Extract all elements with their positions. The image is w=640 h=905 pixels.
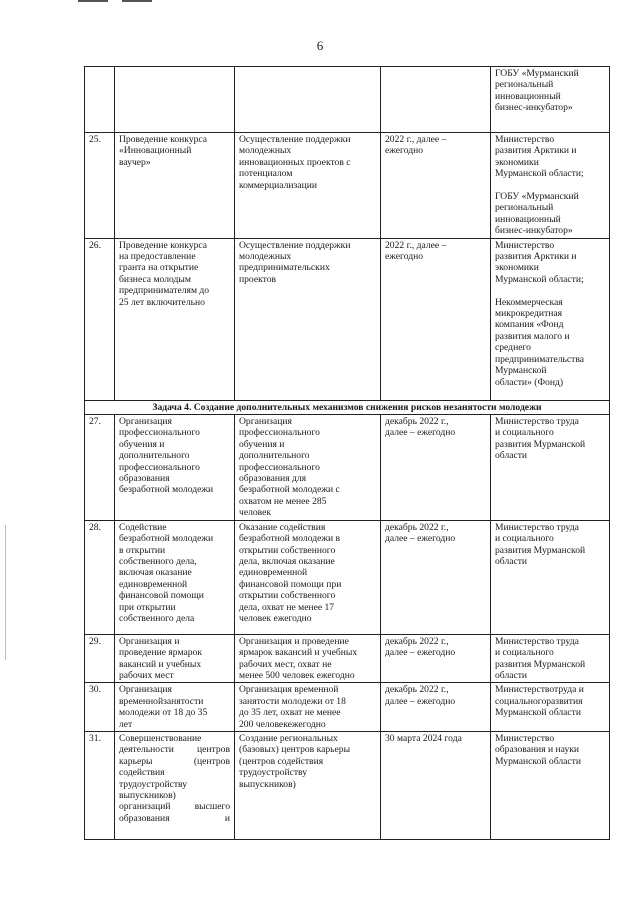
event-text-line xyxy=(119,801,230,812)
cell-deadline xyxy=(381,415,491,521)
cell-content xyxy=(235,731,381,839)
cell-event xyxy=(115,731,235,839)
cell-content xyxy=(235,133,381,239)
content-text-line: охватом не менее 285 xyxy=(239,495,327,507)
responsible-text-line: образования и науки xyxy=(495,744,580,756)
cell-num: 30. xyxy=(85,683,115,732)
content-text-line: образования для xyxy=(239,473,307,485)
responsible-text-line: Мурманской области; xyxy=(495,273,584,285)
cell-content xyxy=(235,634,381,683)
cell-responsible xyxy=(491,67,610,133)
event-text-line: финансовой помощи xyxy=(119,590,204,602)
content-text-line: менее 500 человек ежегодно xyxy=(239,669,355,681)
cell-responsible xyxy=(491,238,610,400)
responsible-text-line: микрокредитная xyxy=(495,308,563,320)
content-text-line: проектов xyxy=(239,273,277,285)
task-4-section xyxy=(85,400,610,414)
content-text-line: ярмарок вакансий и учебных xyxy=(239,647,358,659)
event-text-line xyxy=(119,744,230,755)
cell-content xyxy=(235,520,381,634)
blank-line xyxy=(495,285,605,296)
deadline-text-line: далее – ежегодно xyxy=(385,427,456,439)
responsible-text-line: развития Арктики и xyxy=(495,251,577,263)
responsible-text-line: Министерство xyxy=(495,239,555,251)
responsible-text-line: и социального xyxy=(495,647,554,659)
justified-word: и xyxy=(224,812,230,824)
responsible-text-line: Некоммерческая xyxy=(495,296,563,308)
responsible-text-line: Министерство xyxy=(495,134,555,145)
responsible-text-line: региональный xyxy=(495,79,554,91)
cell-deadline xyxy=(381,67,491,133)
content-text-line: дела, охват не менее 17 xyxy=(239,601,335,613)
cell-event xyxy=(115,415,235,521)
cell-deadline xyxy=(381,634,491,683)
cell-responsible xyxy=(491,520,610,634)
event-text-line: ваучер» xyxy=(119,156,151,168)
table-row xyxy=(85,731,610,839)
responsible-text-line: развития Мурманской xyxy=(495,438,586,450)
event-text-line: предпринимателям до xyxy=(119,285,210,297)
content-text-line: потенциалом xyxy=(239,168,293,180)
deadline-text-line: далее – ежегодно xyxy=(385,695,456,707)
content-text-line: Осуществление поддержки xyxy=(239,134,351,145)
event-text-line: дополнительного xyxy=(119,450,190,462)
content-text-line: человек xyxy=(239,507,272,519)
responsible-text-line: Мурманской области; xyxy=(495,168,584,180)
content-text-line: Оказание содействия xyxy=(239,521,326,533)
responsible-text-line: развития Мурманской xyxy=(495,544,586,556)
event-text-line xyxy=(119,813,230,824)
cell-deadline xyxy=(381,133,491,239)
justified-word: центров xyxy=(197,744,230,756)
content-text-line: профессионального xyxy=(239,427,320,439)
content-text-line: открытии собственного xyxy=(239,590,336,602)
content-text-line: профессионального xyxy=(239,461,320,473)
event-text-line: трудоустройству xyxy=(119,778,188,790)
event-text-line: Проведение конкурса xyxy=(119,239,208,251)
responsible-text-line: ГОБУ «Мурманский xyxy=(495,191,579,203)
event-text-line: вакансий и учебных xyxy=(119,658,202,670)
cell-num: 27. xyxy=(85,415,115,521)
responsible-text-line: Министерство xyxy=(495,732,555,744)
content-text-line: безработной молодежи в xyxy=(239,533,341,545)
cell-num xyxy=(85,67,115,133)
event-text-line: единовременной xyxy=(119,578,188,590)
cell-num: 26. xyxy=(85,238,115,400)
content-text-line: единовременной xyxy=(239,567,308,579)
justified-word: карьеры xyxy=(119,755,153,767)
page-number: 6 xyxy=(316,38,324,53)
content-text-line: финансовой помощи при xyxy=(239,578,342,590)
content-text-line: Создание региональных xyxy=(239,732,338,744)
responsible-text-line: среднего xyxy=(495,342,531,354)
cell-responsible xyxy=(491,731,610,839)
table-row xyxy=(85,634,610,683)
cell-responsible xyxy=(491,683,610,732)
responsible-text-line: ГОБУ «Мурманский xyxy=(495,68,579,79)
event-text-line: Организация xyxy=(119,684,172,696)
content-text-line: (центров содействия xyxy=(239,755,324,767)
cell-event xyxy=(115,683,235,732)
event-text-line: проведение ярмарок xyxy=(119,647,202,659)
responsible-text-line: региональный xyxy=(495,202,554,214)
event-text-line: временнойзанятости xyxy=(119,695,204,707)
event-text-line: образования xyxy=(119,473,170,485)
cell-num: 31. xyxy=(85,731,115,839)
event-text-line: 25 лет включительно xyxy=(119,296,205,308)
content-text-line: рабочих мест, охват не xyxy=(239,658,332,670)
event-text-line: рабочих мест xyxy=(119,669,174,681)
responsible-text-line: и социального xyxy=(495,427,554,439)
justified-word: (центров xyxy=(193,755,230,767)
responsible-text-line: Министерство труда xyxy=(495,521,579,533)
responsible-text-line: и социального xyxy=(495,533,554,545)
responsible-text-line: бизнес-инкубатор» xyxy=(495,102,573,114)
event-text-line: включая оказание xyxy=(119,567,192,579)
cell-deadline xyxy=(381,238,491,400)
event-text-line: бизнеса молодым xyxy=(119,273,191,285)
content-text-line: (базовых) центров карьеры xyxy=(239,744,351,756)
cell-deadline xyxy=(381,731,491,839)
event-text-line: гранта на открытие xyxy=(119,262,199,274)
responsible-text-line: предпринимательства xyxy=(495,353,585,365)
deadline-text-line: декабрь 2022 г., xyxy=(385,521,449,533)
event-text-line: Проведение конкурса xyxy=(119,134,208,145)
content-text-line: молодежных xyxy=(239,145,292,157)
event-text-line: в открытии xyxy=(119,544,166,556)
cell-event xyxy=(115,634,235,683)
table-row xyxy=(85,133,610,239)
blank-line xyxy=(495,180,605,191)
responsible-text-line: экономики xyxy=(495,156,539,168)
cell-content xyxy=(235,683,381,732)
cell-content xyxy=(235,238,381,400)
event-text-line: Содействие xyxy=(119,521,167,533)
responsible-text-line: компания «Фонд xyxy=(495,319,564,331)
responsible-text-line: Мурманской области xyxy=(495,755,581,767)
table-row xyxy=(85,415,610,521)
content-text-line: Организация временной xyxy=(239,684,339,696)
table-row xyxy=(85,238,610,400)
cell-content xyxy=(235,67,381,133)
event-text-line: лет xyxy=(119,718,133,730)
deadline-text-line: ежегодно xyxy=(385,145,424,157)
content-text-line: трудоустройству xyxy=(239,767,308,779)
content-text-line: обучения и xyxy=(239,438,285,450)
justified-word: деятельности xyxy=(119,744,174,756)
deadline-text-line: 2022 г., далее – xyxy=(385,134,447,145)
event-text-line: профессионального xyxy=(119,461,200,473)
content-text-line: Организация и проведение xyxy=(239,635,349,647)
event-text-line: Совершенствование xyxy=(119,732,202,744)
responsible-text-line: области» (Фонд) xyxy=(495,376,564,388)
cell-deadline xyxy=(381,520,491,634)
cell-event xyxy=(115,133,235,239)
table-body-top xyxy=(85,67,610,401)
justified-word: высшего xyxy=(194,801,230,813)
deadline-text-line: 30 марта 2024 года xyxy=(385,732,462,744)
responsible-text-line: бизнес-инкубатор» xyxy=(495,225,573,237)
responsible-text-line: области xyxy=(495,450,528,462)
content-text-line: открытии собственного xyxy=(239,544,336,556)
responsible-text-line: Министерство труда xyxy=(495,416,579,428)
content-text-line: дела, включая оказание xyxy=(239,555,335,567)
event-text-line: профессионального xyxy=(119,427,200,439)
event-text-line: собственного дела, xyxy=(119,555,197,567)
event-text-line: молодежи от 18 до 35 xyxy=(119,707,208,719)
content-text-line: Осуществление поддержки xyxy=(239,239,351,251)
deadline-text-line: 2022 г., далее – xyxy=(385,239,447,251)
content-text-line: инновационных проектов с xyxy=(239,156,351,168)
task-4-title: Задача 4. Создание дополнительных механизмов снижения рисков незанятости молодежи xyxy=(85,400,610,414)
event-text-line: Организация xyxy=(119,416,172,428)
event-text-line: безработной молодежи xyxy=(119,533,214,545)
content-text-line: безработной молодежи с xyxy=(239,484,340,496)
cell-num: 28. xyxy=(85,520,115,634)
event-text-line: выпускников) xyxy=(119,789,176,801)
cell-responsible xyxy=(491,634,610,683)
event-text-line: при открытии xyxy=(119,601,176,613)
top-scan-marks xyxy=(78,0,156,2)
content-text-line: дополнительного xyxy=(239,450,310,462)
responsible-text-line: экономики xyxy=(495,262,539,274)
event-text-line: собственного дела xyxy=(119,612,195,624)
cell-deadline xyxy=(381,683,491,732)
table-row xyxy=(85,67,610,133)
table-row xyxy=(85,683,610,732)
cell-num: 29. xyxy=(85,634,115,683)
responsible-text-line: развития малого и xyxy=(495,330,570,342)
justified-word: организаций xyxy=(119,801,171,813)
table-body-bottom xyxy=(85,415,610,840)
responsible-text-line: Министерствотруда и xyxy=(495,684,584,696)
deadline-text-line: ежегодно xyxy=(385,251,424,263)
event-text-line: Организация и xyxy=(119,635,180,647)
content-text-line: человек ежегодно xyxy=(239,612,312,624)
cell-responsible xyxy=(491,133,610,239)
cell-num: 25. xyxy=(85,133,115,239)
deadline-text-line: далее – ежегодно xyxy=(385,533,456,545)
content-text-line: предпринимательских xyxy=(239,262,330,274)
content-text-line: 200 человекежегодно xyxy=(239,718,326,730)
content-text-line: до 35 лет, охват не менее xyxy=(239,707,341,719)
deadline-text-line: декабрь 2022 г., xyxy=(385,684,449,696)
content-text-line: молодежных xyxy=(239,251,292,263)
deadline-text-line: далее – ежегодно xyxy=(385,647,456,659)
responsible-text-line: инновационный xyxy=(495,213,561,225)
table-row xyxy=(85,520,610,634)
justified-word: образования xyxy=(119,812,170,824)
task-row xyxy=(85,400,610,414)
measures-table xyxy=(84,66,610,840)
responsible-text-line: Министерство труда xyxy=(495,635,579,647)
responsible-text-line: социальногоразвития xyxy=(495,695,583,707)
content-text-line: коммерциализации xyxy=(239,179,317,191)
event-text-line: «Инновационный xyxy=(119,145,192,157)
cell-event xyxy=(115,520,235,634)
responsible-text-line: области xyxy=(495,555,528,567)
cell-responsible xyxy=(491,415,610,521)
event-text-line: обучения и xyxy=(119,438,165,450)
cell-event xyxy=(115,238,235,400)
responsible-text-line: области xyxy=(495,669,528,681)
responsible-text-line: развития Мурманской xyxy=(495,658,586,670)
content-text-line: Организация xyxy=(239,416,292,428)
event-text-line: безработной молодежи xyxy=(119,484,214,496)
cell-content xyxy=(235,415,381,521)
cell-event xyxy=(115,67,235,133)
deadline-text-line: декабрь 2022 г., xyxy=(385,635,449,647)
responsible-text-line: развития Арктики и xyxy=(495,145,577,157)
content-text-line: выпускников) xyxy=(239,778,296,790)
scan-edge-mark xyxy=(5,525,6,660)
event-text-line xyxy=(119,756,230,767)
deadline-text-line: декабрь 2022 г., xyxy=(385,416,449,428)
responsible-text-line: инновационный xyxy=(495,90,561,102)
content-text-line: занятости молодежи от 18 xyxy=(239,695,346,707)
event-text-line: на предоставление xyxy=(119,251,196,263)
responsible-text-line: Мурманской области xyxy=(495,707,581,719)
responsible-text-line: Мурманской xyxy=(495,365,547,377)
event-text-line: содействия xyxy=(119,767,165,779)
